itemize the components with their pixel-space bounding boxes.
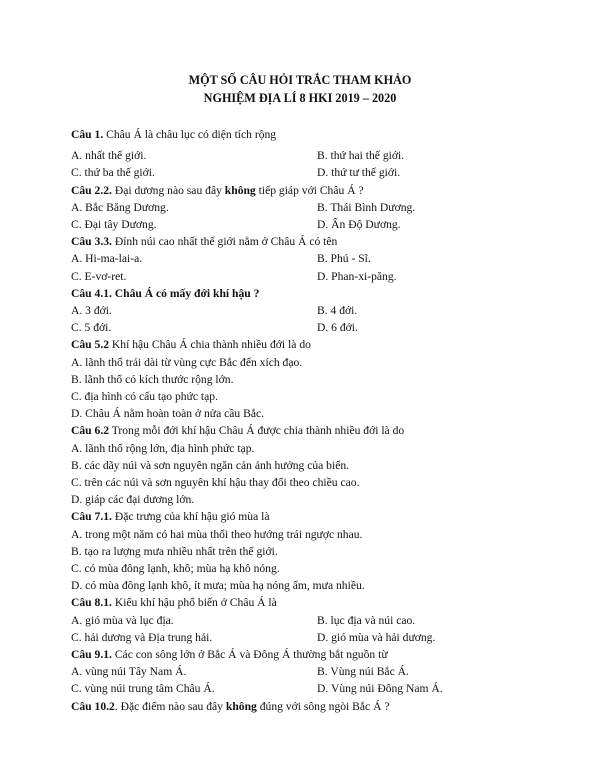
question-text: . Đặc điểm nào sau đây (114, 699, 226, 713)
answer-row (71, 250, 541, 267)
question-1 (71, 126, 541, 143)
answer-b: B. Vùng núi Bắc Á. (317, 665, 409, 679)
question-number: Câu 5.2 (71, 338, 110, 352)
answer-b: B. tạo ra lượng mưa nhiều nhất trên thế giới. (71, 544, 278, 558)
answer-c: C. Đại tây Dương. (71, 217, 157, 231)
answer-c: C. vùng núi trung tâm Châu Á. (71, 682, 215, 696)
answer-b: B. 4 đới. (317, 303, 358, 317)
answer-c: C. E-vơ-ret. (71, 269, 127, 283)
answer-d: D. Vùng núi Đông Nam Á. (317, 682, 443, 696)
answer-row (71, 164, 541, 181)
answer-d: D. giáp các đại dương lớn. (71, 493, 195, 507)
question-number: Câu 7.1. (71, 510, 112, 524)
title-line-1: MỘT SỐ CÂU HỎI TRẮC THAM KHẢO (188, 73, 412, 87)
question-text-end: đúng với sông ngòi Bắc Á ? (256, 699, 390, 713)
question-text: Đại dương nào sau đây (111, 183, 225, 197)
answer-row (71, 612, 541, 629)
question-number: Câu 9.1. (71, 647, 112, 661)
question-number: Câu 1. (71, 128, 104, 141)
question-number: Câu 8.1. (71, 596, 112, 610)
answer-c: C. hải dương và Địa trung hải. (71, 630, 213, 644)
answer-d: D. 6 đới. (317, 321, 358, 335)
question-number: Câu 4.1. Châu Á có mấy đới khí hậu ? (71, 286, 260, 300)
answer-c: C. địa hình có cấu tạo phức tạp. (71, 389, 218, 403)
answer-row (71, 199, 541, 216)
answer-a: A. vùng núi Tây Nam Á. (71, 665, 187, 679)
answer-a: A. lãnh thổ rộng lớn, địa hình phức tạp. (71, 441, 255, 455)
question-number: Câu 2.2. (71, 183, 112, 197)
answer-a: A. nhất thế giới. (71, 149, 147, 163)
answer-b: B. Thái Bình Dương. (317, 200, 416, 214)
answer-row (71, 629, 541, 646)
answer-row (71, 680, 541, 697)
question-8 (71, 594, 541, 611)
answer-c: C. thứ ba thế giới. (71, 166, 155, 180)
question-text: Kiểu khí hậu phổ biến ở Châu Á là (111, 596, 277, 610)
answer-row (71, 663, 541, 680)
question-number: Câu 10.2 (71, 699, 115, 713)
answer-c: C. trên các núi và sơn nguyên khí hậu thay đổi theo chiều cao. (71, 475, 360, 489)
answer-b: B. các dãy núi và sơn nguyên ngăn cản ảnh hưởng của biển. (71, 458, 350, 472)
answer-row (71, 268, 541, 285)
question-2 (71, 182, 541, 199)
question-text-end: tiếp giáp với Châu Á ? (255, 183, 364, 197)
question-list (71, 126, 541, 715)
document-title (0, 72, 600, 107)
answer-b: B. lãnh thổ có kích thước rộng lớn. (71, 372, 234, 386)
answer-a: A. 3 đới. (71, 303, 112, 317)
question-7 (71, 508, 541, 525)
question-number: Câu 3.3. (71, 235, 112, 249)
answer-a: A. Hi-ma-lai-a. (71, 252, 143, 266)
answer-a: A. Bắc Băng Dương. (71, 200, 169, 214)
answer-d: D. Ấn Độ Dương. (317, 217, 401, 231)
title-line-2: NGHIỆM ĐỊA LÍ 8 HKI 2019 – 2020 (203, 90, 397, 105)
question-9 (71, 646, 541, 663)
answer-row (71, 319, 541, 336)
question-text: Trong mỗi đới khí hậu Châu Á được chia thành nhiều đới là do (109, 424, 405, 438)
answer-d: D. có mùa đông lạnh khô, ít mưa; mùa hạ nóng ẩm, mưa nhiều. (71, 579, 365, 593)
question-text: Đặc trưng của khí hậu gió mùa là (111, 510, 270, 524)
question-number: Câu 6.2 (71, 424, 110, 438)
answer-a: A. gió mùa và lục địa. (71, 613, 174, 627)
question-4 (71, 285, 541, 302)
answer-c: C. 5 đới. (71, 321, 112, 335)
question-3 (71, 233, 541, 250)
answer-row (71, 302, 541, 319)
answer-d: D. thứ tư thế giới. (317, 166, 401, 180)
answer-d: D. gió mùa và hải dương. (317, 630, 436, 644)
answer-b: B. Phú - Sĩ. (317, 252, 371, 266)
question-text: Khí hậu Châu Á chia thành nhiều đới là do (109, 338, 311, 352)
question-emphasis: không (225, 699, 257, 713)
question-5 (71, 336, 541, 353)
question-emphasis: không (224, 183, 256, 197)
answer-c: C. có mùa đông lạnh, khô; mùa hạ khô nóng. (71, 561, 280, 575)
question-text: Châu Á là châu lục có diện tích rộng (103, 128, 277, 141)
question-text: Các con sông lớn ở Bắc Á và Đông Á thường bắt nguồn từ (111, 647, 388, 661)
answer-b: B. lục địa và núi cao. (317, 613, 416, 627)
answer-b: B. thứ hai thế giới. (317, 149, 405, 163)
answer-d: D. Châu Á nằm hoàn toàn ở nửa cầu Bắc. (71, 407, 265, 421)
answer-row (71, 147, 541, 164)
answer-a: A. trong một năm có hai mùa thổi theo hướng trái ngược nhau. (71, 527, 363, 541)
answer-d: D. Phan-xi-păng. (317, 269, 397, 283)
answer-row (71, 216, 541, 233)
question-text: Đỉnh núi cao nhất thế giới nằm ở Châu Á có tên (111, 235, 338, 249)
question-10 (71, 698, 541, 715)
answer-a: A. lãnh thổ trải dài từ vùng cực Bắc đến xích đạo. (71, 355, 303, 369)
question-6 (71, 422, 541, 439)
